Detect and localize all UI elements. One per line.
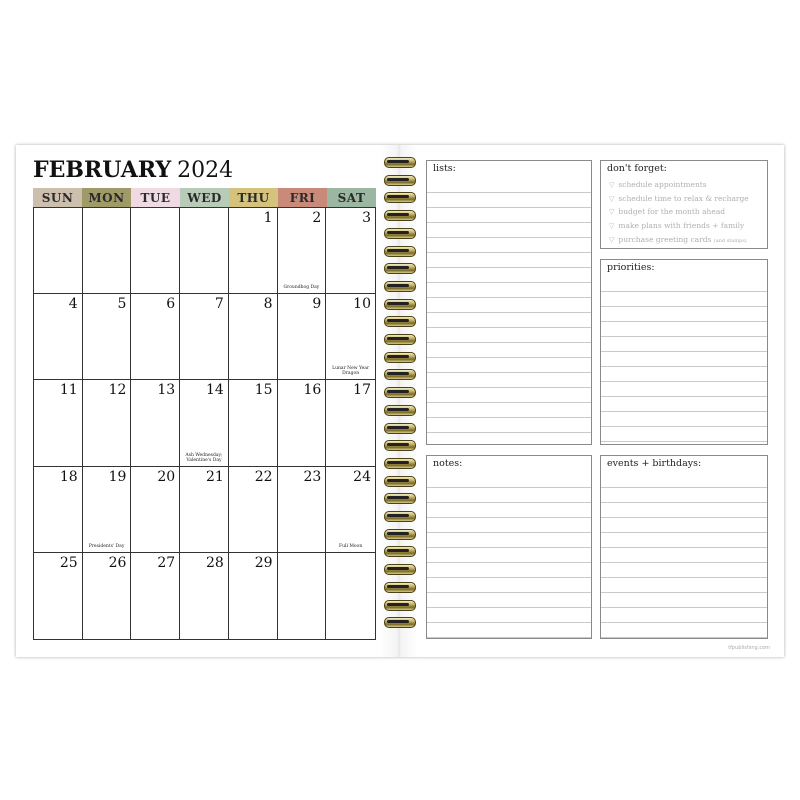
day-cell-6[interactable] bbox=[131, 294, 180, 380]
day-cell-empty[interactable] bbox=[278, 553, 327, 639]
triangle-bullet-icon: ▽ bbox=[609, 222, 615, 231]
weekday-header-wed: WED bbox=[180, 188, 229, 207]
publisher-url: tfpublishing.com bbox=[728, 645, 770, 651]
day-cell-12[interactable] bbox=[83, 380, 132, 466]
day-cell-27[interactable] bbox=[131, 553, 180, 639]
spiral-coil bbox=[384, 228, 416, 238]
date-number: 29 bbox=[254, 554, 273, 571]
spiral-coil bbox=[384, 423, 416, 433]
date-number: 15 bbox=[254, 382, 273, 399]
events-ruled-lines bbox=[601, 473, 767, 638]
spiral-coil bbox=[384, 617, 416, 627]
weekday-header-tue: TUE bbox=[131, 188, 180, 207]
day-cell-1[interactable] bbox=[229, 208, 278, 294]
day-cell-empty[interactable] bbox=[83, 208, 132, 294]
day-cell-20[interactable] bbox=[131, 467, 180, 553]
spiral-coil bbox=[384, 546, 416, 556]
spiral-coil bbox=[384, 334, 416, 344]
day-cell-7[interactable] bbox=[180, 294, 229, 380]
dont-forget-item bbox=[609, 205, 763, 219]
spiral-coil bbox=[384, 175, 416, 185]
spiral-coil bbox=[384, 600, 416, 610]
day-cell-24[interactable] bbox=[326, 467, 375, 553]
date-number: 3 bbox=[362, 210, 371, 226]
notes-page bbox=[418, 145, 784, 657]
holiday-label: Presidents' Day bbox=[88, 543, 125, 549]
day-cell-3[interactable] bbox=[326, 208, 375, 294]
spiral-coil bbox=[384, 192, 416, 202]
day-cell-8[interactable] bbox=[229, 294, 278, 380]
day-cell-11[interactable] bbox=[34, 380, 83, 466]
dont-forget-label: don't forget: bbox=[607, 163, 667, 174]
planner-spread bbox=[16, 145, 784, 657]
day-cell-empty[interactable] bbox=[131, 208, 180, 294]
date-number: 17 bbox=[353, 382, 371, 399]
date-number: 28 bbox=[206, 554, 224, 571]
date-number: 5 bbox=[117, 296, 127, 313]
spiral-coil bbox=[384, 564, 416, 574]
dont-forget-item bbox=[609, 233, 763, 247]
day-cell-28[interactable] bbox=[180, 553, 229, 639]
date-number: 6 bbox=[166, 296, 176, 313]
holiday-label: Ash Wednesday; Valentine's Day bbox=[185, 452, 223, 463]
weekday-header-sun: SUN bbox=[33, 188, 82, 207]
dont-forget-item bbox=[609, 178, 763, 192]
weekday-header-mon: MON bbox=[82, 188, 131, 207]
date-number: 10 bbox=[353, 296, 371, 313]
triangle-bullet-icon: ▽ bbox=[609, 208, 615, 217]
spiral-coil bbox=[384, 476, 416, 486]
date-number: 27 bbox=[157, 554, 176, 571]
date-number: 8 bbox=[263, 296, 273, 313]
priorities-box[interactable] bbox=[600, 259, 768, 445]
date-number: 7 bbox=[214, 296, 224, 313]
dont-forget-item-text: purchase greeting cards bbox=[618, 234, 712, 244]
spiral-coil bbox=[384, 458, 416, 468]
holiday-label: Full Moon bbox=[339, 543, 363, 549]
lists-ruled-lines bbox=[427, 178, 591, 444]
spiral-coil bbox=[384, 529, 416, 539]
month-name: FEBRUARY bbox=[33, 157, 172, 183]
date-number: 24 bbox=[353, 468, 371, 485]
day-cell-2[interactable] bbox=[278, 208, 327, 294]
triangle-bullet-icon: ▽ bbox=[609, 194, 615, 203]
spiral-coil bbox=[384, 440, 416, 450]
priorities-label: priorities: bbox=[607, 262, 655, 273]
day-cell-9[interactable] bbox=[278, 294, 327, 380]
day-cell-23[interactable] bbox=[278, 467, 327, 553]
date-number: 2 bbox=[312, 210, 322, 226]
spiral-coil bbox=[384, 582, 416, 592]
day-cell-22[interactable] bbox=[229, 467, 278, 553]
dont-forget-list bbox=[609, 178, 763, 246]
date-number: 20 bbox=[157, 468, 176, 485]
spiral-binding bbox=[380, 145, 418, 657]
weekday-header-fri: FRI bbox=[278, 188, 327, 207]
spiral-coil bbox=[384, 369, 416, 379]
dont-forget-item-text: schedule time to relax & recharge bbox=[618, 193, 749, 203]
month-title bbox=[33, 157, 233, 183]
triangle-bullet-icon: ▽ bbox=[609, 235, 615, 244]
date-number: 22 bbox=[254, 468, 273, 485]
triangle-bullet-icon: ▽ bbox=[609, 181, 615, 189]
day-cell-16[interactable] bbox=[278, 380, 327, 466]
date-number: 25 bbox=[59, 554, 78, 571]
dont-forget-item-text: make plans with friends + family bbox=[618, 221, 745, 231]
date-number: 11 bbox=[59, 382, 78, 399]
holiday-label: Lunar New Year Dragon bbox=[332, 366, 370, 377]
day-cell-29[interactable] bbox=[229, 553, 278, 639]
date-number: 13 bbox=[157, 382, 176, 399]
notes-box[interactable] bbox=[426, 455, 592, 639]
day-cell-5[interactable] bbox=[83, 294, 132, 380]
day-cell-10[interactable] bbox=[326, 294, 375, 380]
dont-forget-item bbox=[609, 219, 763, 233]
notes-label: notes: bbox=[433, 458, 463, 469]
day-cell-21[interactable] bbox=[180, 467, 229, 553]
day-cell-empty[interactable] bbox=[34, 208, 83, 294]
date-number: 9 bbox=[312, 296, 322, 313]
spiral-coil bbox=[384, 387, 416, 397]
dont-forget-item bbox=[609, 192, 763, 206]
day-cell-25[interactable] bbox=[34, 553, 83, 639]
date-number: 18 bbox=[59, 468, 78, 485]
lists-box[interactable] bbox=[426, 160, 592, 445]
spiral-coil bbox=[384, 352, 416, 362]
spiral-coil bbox=[384, 405, 416, 415]
calendar-grid bbox=[33, 207, 376, 640]
day-cell-18[interactable] bbox=[34, 467, 83, 553]
date-number: 14 bbox=[206, 382, 224, 399]
weekday-header-thu: THU bbox=[229, 188, 278, 207]
date-number: 26 bbox=[108, 554, 127, 571]
spiral-coil bbox=[384, 157, 416, 167]
day-cell-15[interactable] bbox=[229, 380, 278, 466]
day-cell-4[interactable] bbox=[34, 294, 83, 380]
weekday-header-sat: SAT bbox=[327, 188, 376, 207]
date-number: 12 bbox=[108, 382, 127, 399]
day-cell-empty[interactable] bbox=[180, 208, 229, 294]
date-number: 1 bbox=[263, 210, 273, 226]
day-cell-19[interactable] bbox=[83, 467, 132, 553]
dont-forget-box bbox=[600, 160, 768, 249]
dont-forget-item-text: schedule appointments bbox=[618, 180, 707, 189]
priorities-ruled-lines bbox=[601, 277, 767, 444]
events-birthdays-box[interactable] bbox=[600, 455, 768, 639]
spiral-coil bbox=[384, 511, 416, 521]
calendar-page bbox=[16, 145, 380, 657]
spiral-coil bbox=[384, 316, 416, 326]
lists-label: lists: bbox=[433, 163, 456, 174]
dont-forget-item-note: (and stamps) bbox=[713, 237, 747, 244]
day-cell-14[interactable] bbox=[180, 380, 229, 466]
date-number: 16 bbox=[303, 382, 322, 399]
date-number: 19 bbox=[108, 468, 127, 485]
day-cell-13[interactable] bbox=[131, 380, 180, 466]
date-number: 4 bbox=[68, 296, 78, 313]
notes-ruled-lines bbox=[427, 473, 591, 638]
holiday-label: Groundhog Day bbox=[283, 285, 320, 291]
spiral-coil bbox=[384, 210, 416, 220]
date-number: 21 bbox=[206, 468, 224, 485]
dont-forget-item-text: budget for the month ahead bbox=[618, 207, 726, 217]
events-birthdays-label: events + birthdays: bbox=[607, 458, 702, 469]
year-label: 2024 bbox=[177, 158, 234, 183]
spiral-coil bbox=[384, 281, 416, 291]
weekday-header-row bbox=[33, 188, 376, 207]
spiral-coil bbox=[384, 263, 416, 273]
spiral-coil bbox=[384, 299, 416, 309]
day-cell-17[interactable] bbox=[326, 380, 375, 466]
spiral-coil bbox=[384, 493, 416, 503]
date-number: 23 bbox=[303, 468, 322, 485]
spiral-coil bbox=[384, 246, 416, 256]
day-cell-empty[interactable] bbox=[326, 553, 375, 639]
day-cell-26[interactable] bbox=[83, 553, 132, 639]
